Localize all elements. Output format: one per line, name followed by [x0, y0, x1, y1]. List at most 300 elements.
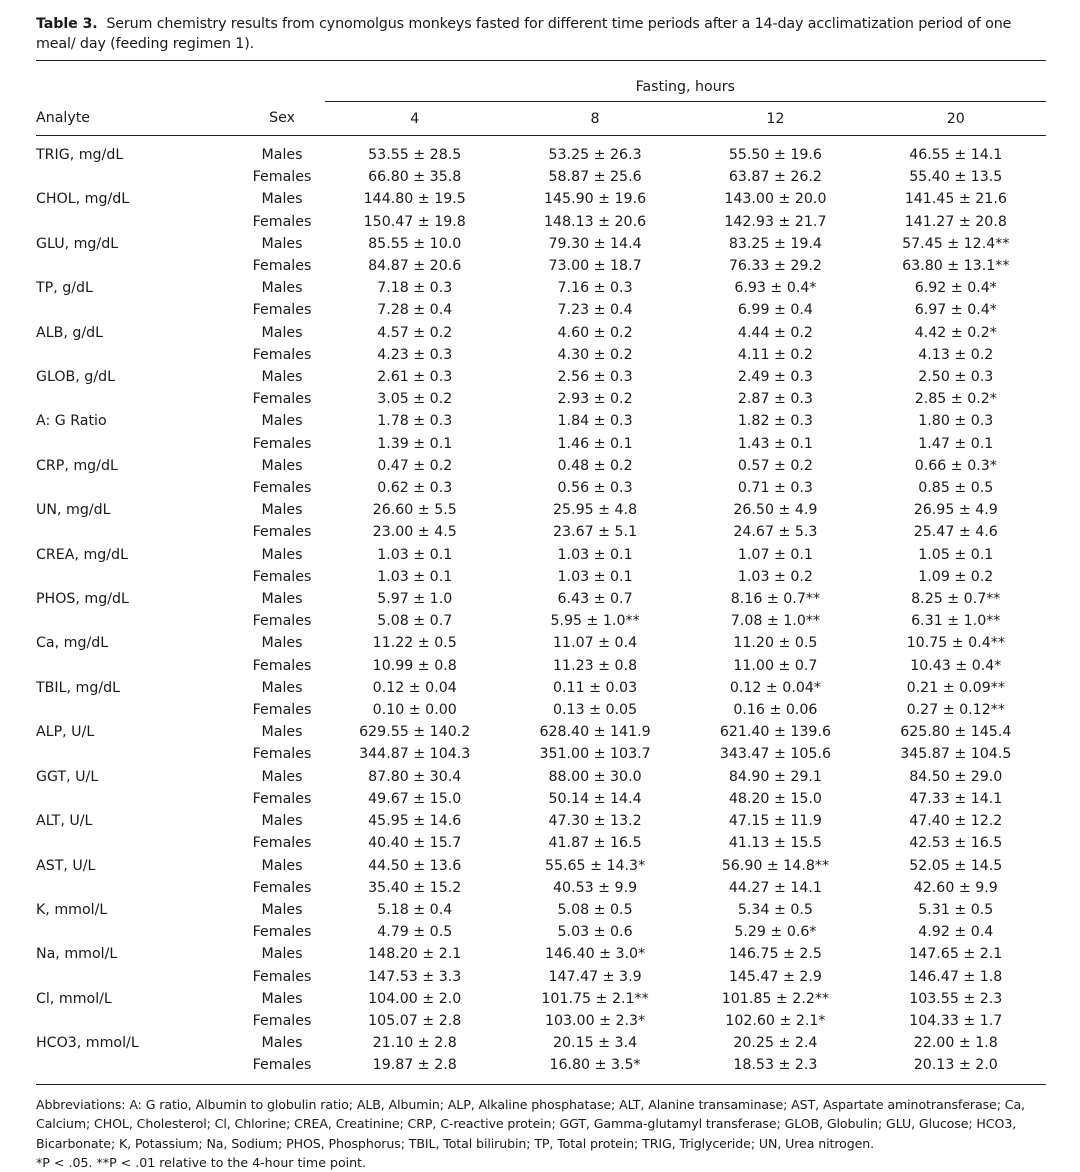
analyte-cell: TP, g/dL — [36, 280, 93, 297]
value-cell: 6.92 ± 0.4* — [914, 280, 997, 297]
value-cell: 621.40 ± 139.6 — [719, 724, 831, 741]
value-cell: 4.60 ± 0.2 — [557, 324, 633, 341]
analyte-cell — [36, 655, 222, 677]
table-row — [36, 233, 1046, 255]
value-cell: 11.23 ± 0.8 — [553, 657, 638, 674]
table-row — [36, 655, 1046, 677]
analyte-cell: Ca, mg/dL — [36, 635, 109, 652]
value-cell: 147.53 ± 3.3 — [368, 968, 462, 985]
value-cell: 35.40 ± 15.2 — [368, 879, 462, 896]
analyte-cell — [36, 699, 222, 721]
value-cell: 5.34 ± 0.5 — [737, 901, 813, 918]
table-row — [36, 810, 1046, 832]
value-cell: 20.25 ± 2.4 — [733, 1035, 818, 1052]
table-row — [36, 455, 1046, 477]
value-cell: 42.53 ± 16.5 — [909, 835, 1003, 852]
sex-cell: Females — [252, 568, 312, 585]
value-cell: 0.13 ± 0.05 — [553, 702, 638, 719]
table-row — [36, 388, 1046, 410]
sex-cell: Males — [261, 1035, 303, 1052]
sex-cell: Females — [252, 346, 312, 363]
value-cell: 7.16 ± 0.3 — [557, 280, 633, 297]
value-cell: 4.11 ± 0.2 — [737, 346, 813, 363]
value-cell: 145.90 ± 19.6 — [543, 191, 647, 208]
table-row — [36, 588, 1046, 610]
value-cell: 4.79 ± 0.5 — [377, 924, 453, 941]
sex-cell: Females — [252, 169, 312, 186]
table-row — [36, 255, 1046, 277]
value-cell: 0.12 ± 0.04* — [729, 679, 821, 696]
table-row — [36, 477, 1046, 499]
table-row — [36, 136, 1046, 167]
value-cell: 101.85 ± 2.2** — [721, 990, 830, 1007]
analyte-cell: CHOL, mg/dL — [36, 191, 130, 208]
table-row — [36, 299, 1046, 321]
value-cell: 5.08 ± 0.7 — [377, 613, 453, 630]
analyte-cell — [36, 388, 222, 410]
sex-cell: Males — [261, 546, 303, 563]
value-cell: 26.60 ± 5.5 — [372, 502, 457, 519]
value-cell: 343.47 ± 105.6 — [719, 746, 831, 763]
table-row — [36, 677, 1046, 699]
analyte-cell: ALB, g/dL — [36, 324, 104, 341]
value-cell: 1.43 ± 0.1 — [737, 435, 813, 452]
value-cell: 55.40 ± 13.5 — [909, 169, 1003, 186]
sex-cell: Females — [252, 613, 312, 630]
table-row — [36, 166, 1046, 188]
sex-cell: Females — [252, 702, 312, 719]
value-cell: 63.80 ± 13.1** — [902, 258, 1010, 275]
value-cell: 66.80 ± 35.8 — [368, 169, 462, 186]
value-cell: 104.33 ± 1.7 — [909, 1012, 1003, 1029]
sex-cell: Females — [252, 524, 312, 541]
value-cell: 147.47 ± 3.9 — [548, 968, 642, 985]
value-cell: 103.55 ± 2.3 — [909, 990, 1003, 1007]
table-row — [36, 988, 1046, 1010]
value-cell: 0.12 ± 0.04 — [372, 679, 457, 696]
value-cell: 2.50 ± 0.3 — [918, 369, 994, 386]
analyte-cell — [36, 921, 222, 943]
value-cell: 21.10 ± 2.8 — [372, 1035, 457, 1052]
value-cell: 0.10 ± 0.00 — [372, 702, 457, 719]
analyte-cell: CREA, mg/dL — [36, 546, 128, 563]
table-row — [36, 921, 1046, 943]
table-row — [36, 366, 1046, 388]
value-cell: 2.93 ± 0.2 — [557, 391, 633, 408]
value-cell: 47.40 ± 12.2 — [909, 813, 1003, 830]
table-row — [36, 1032, 1046, 1054]
table-row — [36, 1054, 1046, 1081]
analyte-cell: ALT, U/L — [36, 813, 93, 830]
value-cell: 53.55 ± 28.5 — [368, 147, 462, 163]
time-header-20: 20 — [866, 102, 1046, 136]
value-cell: 148.13 ± 20.6 — [543, 213, 647, 230]
value-cell: 144.80 ± 19.5 — [363, 191, 466, 208]
sex-cell: Females — [252, 879, 312, 896]
value-cell: 142.93 ± 21.7 — [724, 213, 827, 230]
sex-cell: Males — [261, 679, 303, 696]
value-cell: 628.40 ± 141.9 — [539, 724, 651, 741]
analyte-cell: HCO3, mmol/L — [36, 1035, 139, 1052]
sex-cell: Males — [261, 502, 303, 519]
sex-cell: Males — [261, 235, 303, 252]
analyte-cell: GGT, U/L — [36, 768, 99, 785]
table-row — [36, 632, 1046, 654]
sex-cell: Females — [252, 480, 312, 497]
time-header-4: 4 — [325, 102, 505, 136]
analyte-cell: GLOB, g/dL — [36, 369, 116, 386]
table-row — [36, 344, 1046, 366]
table-row — [36, 211, 1046, 233]
sex-cell: Females — [252, 213, 312, 230]
value-cell: 145.47 ± 2.9 — [728, 968, 822, 985]
sex-header: Sex — [222, 102, 325, 136]
value-cell: 4.92 ± 0.4 — [918, 924, 994, 941]
analyte-cell: GLU, mg/dL — [36, 235, 119, 252]
sex-cell: Females — [252, 1012, 312, 1029]
value-cell: 83.25 ± 19.4 — [728, 235, 822, 252]
value-cell: 11.00 ± 0.7 — [733, 657, 818, 674]
value-cell: 76.33 ± 29.2 — [728, 258, 822, 275]
value-cell: 16.80 ± 3.5* — [549, 1057, 641, 1074]
table-row — [36, 433, 1046, 455]
value-cell: 23.67 ± 5.1 — [553, 524, 638, 541]
sex-cell: Males — [261, 901, 303, 918]
sex-cell: Females — [252, 391, 312, 408]
value-cell: 0.47 ± 0.2 — [377, 457, 453, 474]
table-row — [36, 788, 1046, 810]
value-cell: 20.13 ± 2.0 — [913, 1057, 998, 1074]
value-cell: 1.05 ± 0.1 — [918, 546, 994, 563]
sex-cell: Males — [261, 324, 303, 341]
table-row — [36, 610, 1046, 632]
value-cell: 58.87 ± 25.6 — [548, 169, 642, 186]
table-row — [36, 855, 1046, 877]
value-cell: 56.90 ± 14.8** — [721, 857, 830, 874]
table-row — [36, 499, 1046, 521]
value-cell: 1.03 ± 0.1 — [377, 568, 453, 585]
value-cell: 101.75 ± 2.1** — [541, 990, 649, 1007]
value-cell: 42.60 ± 9.9 — [913, 879, 998, 896]
value-cell: 345.87 ± 104.5 — [900, 746, 1012, 763]
value-cell: 25.47 ± 4.6 — [913, 524, 998, 541]
table-row — [36, 832, 1046, 854]
value-cell: 8.16 ± 0.7** — [730, 591, 821, 608]
value-cell: 629.55 ± 140.2 — [359, 724, 471, 741]
value-cell: 18.53 ± 2.3 — [733, 1057, 818, 1074]
value-cell: 141.27 ± 20.8 — [904, 213, 1007, 230]
abbreviations-note: Abbreviations: A: G ratio, Albumin to globulin ratio; ALB, Albumin; ALP, Alkaline phosphatase; ALT, Alanine transaminase; AST, Aspartate aminotransferase; Ca, Calcium; CHOL, Cholesterol; Cl, Chlorine; CREA, Creatinine; CRP, C-reactive protein; GGT, Gamma-glutamyl transferase; GLOB, Globulin; GLU, Glucose; HCO3, Bicarbonate; K, Potassium; Na, Sodium; PHOS, Phosphorus; TBIL, Total bilirubin; TP, Total protein; TRIG, Triglyceride; UN, Urea nitrogen. — [36, 1096, 1025, 1151]
value-cell: 41.13 ± 15.5 — [728, 835, 822, 852]
value-cell: 11.22 ± 0.5 — [372, 635, 457, 652]
analyte-cell: ALP, U/L — [36, 724, 95, 741]
table-row — [36, 766, 1046, 788]
value-cell: 143.00 ± 20.0 — [724, 191, 827, 208]
value-cell: 63.87 ± 26.2 — [728, 169, 822, 186]
value-cell: 147.65 ± 2.1 — [909, 946, 1003, 963]
value-cell: 0.56 ± 0.3 — [557, 480, 633, 497]
analyte-cell: UN, mg/dL — [36, 502, 111, 519]
value-cell: 0.11 ± 0.03 — [553, 679, 638, 696]
value-cell: 8.25 ± 0.7** — [911, 591, 1001, 608]
analyte-cell — [36, 211, 222, 233]
value-cell: 1.03 ± 0.1 — [557, 568, 633, 585]
value-cell: 5.18 ± 0.4 — [377, 901, 453, 918]
value-cell: 53.25 ± 26.3 — [548, 147, 642, 163]
value-cell: 4.23 ± 0.3 — [377, 346, 453, 363]
table-row — [36, 277, 1046, 299]
analyte-cell — [36, 966, 222, 988]
value-cell: 85.55 ± 10.0 — [368, 235, 462, 252]
table-row — [36, 743, 1046, 765]
sex-cell: Males — [261, 857, 303, 874]
value-cell: 20.15 ± 3.4 — [553, 1035, 638, 1052]
value-cell: 26.95 ± 4.9 — [913, 502, 998, 519]
table-body — [36, 136, 1046, 1082]
value-cell: 6.99 ± 0.4 — [737, 302, 813, 319]
value-cell: 10.43 ± 0.4* — [910, 657, 1002, 674]
analyte-cell — [36, 344, 222, 366]
sex-cell: Males — [261, 457, 303, 474]
value-cell: 5.31 ± 0.5 — [918, 901, 994, 918]
value-cell: 23.00 ± 4.5 — [372, 524, 457, 541]
table-row — [36, 966, 1046, 988]
time-header-8: 8 — [505, 102, 685, 136]
value-cell: 4.57 ± 0.2 — [377, 324, 453, 341]
table-row — [36, 943, 1046, 965]
time-header-12: 12 — [685, 102, 865, 136]
sex-cell: Females — [252, 657, 312, 674]
value-cell: 25.95 ± 4.8 — [553, 502, 638, 519]
value-cell: 84.87 ± 20.6 — [368, 258, 462, 275]
value-cell: 4.44 ± 0.2 — [737, 324, 813, 341]
value-cell: 41.87 ± 16.5 — [548, 835, 642, 852]
value-cell: 3.05 ± 0.2 — [377, 391, 453, 408]
analyte-cell — [36, 433, 222, 455]
sex-cell: Females — [252, 968, 312, 985]
value-cell: 0.71 ± 0.3 — [737, 480, 813, 497]
value-cell: 2.61 ± 0.3 — [377, 369, 453, 386]
value-cell: 5.95 ± 1.0** — [550, 613, 640, 630]
value-cell: 79.30 ± 14.4 — [548, 235, 642, 252]
analyte-cell — [36, 521, 222, 543]
sex-cell: Males — [261, 369, 303, 386]
sex-cell: Males — [261, 990, 303, 1007]
value-cell: 5.29 ± 0.6* — [734, 924, 817, 941]
analyte-cell: Cl, mmol/L — [36, 990, 112, 1007]
table-row — [36, 544, 1046, 566]
value-cell: 146.75 ± 2.5 — [728, 946, 822, 963]
table-caption-text: Serum chemistry results from cynomolgus monkeys fasted for different time periods after a 14-day acclimatization period of one meal/ day (feeding regimen 1). — [36, 16, 1012, 52]
sex-cell: Males — [261, 768, 303, 785]
serum-chemistry-table — [36, 61, 1046, 1082]
value-cell: 10.99 ± 0.8 — [372, 657, 457, 674]
analyte-cell: TBIL, mg/dL — [36, 679, 121, 696]
analyte-cell: AST, U/L — [36, 857, 96, 874]
value-cell: 1.84 ± 0.3 — [557, 413, 633, 430]
value-cell: 4.30 ± 0.2 — [557, 346, 633, 363]
value-cell: 1.78 ± 0.3 — [377, 413, 453, 430]
value-cell: 6.31 ± 1.0** — [911, 613, 1001, 630]
value-cell: 146.47 ± 1.8 — [909, 968, 1003, 985]
analyte-cell — [36, 166, 222, 188]
value-cell: 44.50 ± 13.6 — [368, 857, 462, 874]
value-cell: 0.62 ± 0.3 — [377, 480, 453, 497]
value-cell: 2.85 ± 0.2* — [914, 391, 997, 408]
value-cell: 0.48 ± 0.2 — [557, 457, 633, 474]
analyte-cell: PHOS, mg/dL — [36, 591, 129, 608]
sex-cell: Females — [252, 746, 312, 763]
value-cell: 0.21 ± 0.09** — [906, 679, 1005, 696]
value-cell: 1.80 ± 0.3 — [918, 413, 994, 430]
value-cell: 11.07 ± 0.4 — [553, 635, 638, 652]
analyte-cell — [36, 566, 222, 588]
value-cell: 1.09 ± 0.2 — [918, 568, 994, 585]
table-row — [36, 721, 1046, 743]
value-cell: 625.80 ± 145.4 — [900, 724, 1012, 741]
value-cell: 47.15 ± 11.9 — [728, 813, 822, 830]
sex-cell: Females — [252, 835, 312, 852]
value-cell: 26.50 ± 4.9 — [733, 502, 818, 519]
value-cell: 2.56 ± 0.3 — [557, 369, 633, 386]
sex-cell: Males — [261, 813, 303, 830]
value-cell: 84.50 ± 29.0 — [909, 768, 1003, 785]
value-cell: 1.03 ± 0.1 — [377, 546, 453, 563]
value-cell: 1.47 ± 0.1 — [918, 435, 994, 452]
sex-cell: Females — [252, 302, 312, 319]
analyte-cell: Na, mmol/L — [36, 946, 118, 963]
table-row — [36, 899, 1046, 921]
value-cell: 7.08 ± 1.0** — [730, 613, 821, 630]
value-cell: 24.67 ± 5.3 — [733, 524, 818, 541]
table-row — [36, 1010, 1046, 1032]
value-cell: 46.55 ± 14.1 — [909, 147, 1003, 163]
value-cell: 6.97 ± 0.4* — [914, 302, 997, 319]
sex-cell: Females — [252, 924, 312, 941]
value-cell: 87.80 ± 30.4 — [368, 768, 462, 785]
value-cell: 146.40 ± 3.0* — [544, 946, 646, 963]
sex-cell: Males — [261, 591, 303, 608]
value-cell: 48.20 ± 15.0 — [728, 790, 822, 807]
analyte-header: Analyte — [36, 102, 222, 136]
value-cell: 7.28 ± 0.4 — [377, 302, 453, 319]
value-cell: 2.49 ± 0.3 — [737, 369, 813, 386]
value-cell: 47.33 ± 14.1 — [909, 790, 1003, 807]
header-row — [36, 102, 1046, 136]
table-row — [36, 877, 1046, 899]
value-cell: 84.90 ± 29.1 — [728, 768, 822, 785]
table-row — [36, 410, 1046, 432]
value-cell: 1.03 ± 0.1 — [557, 546, 633, 563]
significance-note: *P < .05. **P < .01 relative to the 4-hour time point. — [36, 1155, 367, 1171]
analyte-cell — [36, 255, 222, 277]
value-cell: 105.07 ± 2.8 — [368, 1012, 462, 1029]
analyte-cell — [36, 877, 222, 899]
header-group-row — [36, 61, 1046, 102]
value-cell: 45.95 ± 14.6 — [368, 813, 462, 830]
value-cell: 4.42 ± 0.2* — [914, 324, 997, 341]
value-cell: 344.87 ± 104.3 — [359, 746, 471, 763]
value-cell: 11.20 ± 0.5 — [733, 635, 818, 652]
analyte-cell — [36, 299, 222, 321]
value-cell: 7.23 ± 0.4 — [557, 302, 633, 319]
sex-cell: Males — [261, 280, 303, 297]
value-cell: 50.14 ± 14.4 — [548, 790, 642, 807]
value-cell: 52.05 ± 14.5 — [909, 857, 1003, 874]
sex-cell: Males — [261, 946, 303, 963]
value-cell: 44.27 ± 14.1 — [728, 879, 822, 896]
analyte-cell — [36, 1010, 222, 1032]
value-cell: 0.57 ± 0.2 — [737, 457, 813, 474]
value-cell: 49.67 ± 15.0 — [368, 790, 462, 807]
sex-cell: Females — [252, 258, 312, 275]
value-cell: 22.00 ± 1.8 — [913, 1035, 998, 1052]
value-cell: 5.97 ± 1.0 — [377, 591, 453, 608]
table-caption — [36, 14, 1046, 54]
fasting-hours-header: Fasting, hours — [325, 61, 1046, 102]
value-cell: 103.00 ± 2.3* — [544, 1012, 646, 1029]
value-cell: 19.87 ± 2.8 — [372, 1057, 457, 1074]
value-cell: 5.03 ± 0.6 — [557, 924, 633, 941]
analyte-cell: A: G Ratio — [36, 413, 107, 430]
value-cell: 0.27 ± 0.12** — [906, 702, 1005, 719]
sex-cell: Females — [252, 1057, 312, 1074]
value-cell: 73.00 ± 18.7 — [548, 258, 642, 275]
table-row — [36, 566, 1046, 588]
analyte-cell — [36, 1054, 222, 1081]
analyte-cell — [36, 610, 222, 632]
sex-cell: Females — [252, 435, 312, 452]
value-cell: 55.50 ± 19.6 — [728, 147, 822, 163]
sex-cell: Males — [261, 724, 303, 741]
value-cell: 55.65 ± 14.3* — [544, 857, 646, 874]
sex-cell: Females — [252, 790, 312, 807]
value-cell: 88.00 ± 30.0 — [548, 768, 642, 785]
analyte-cell: CRP, mg/dL — [36, 457, 118, 474]
value-cell: 0.85 ± 0.5 — [918, 480, 994, 497]
value-cell: 57.45 ± 12.4** — [902, 235, 1010, 252]
value-cell: 0.66 ± 0.3* — [914, 457, 997, 474]
value-cell: 47.30 ± 13.2 — [548, 813, 642, 830]
value-cell: 7.18 ± 0.3 — [377, 280, 453, 297]
value-cell: 1.03 ± 0.2 — [737, 568, 813, 585]
value-cell: 1.82 ± 0.3 — [737, 413, 813, 430]
value-cell: 10.75 ± 0.4** — [906, 635, 1005, 652]
value-cell: 148.20 ± 2.1 — [368, 946, 462, 963]
analyte-cell — [36, 788, 222, 810]
value-cell: 150.47 ± 19.8 — [363, 213, 466, 230]
sex-cell: Males — [261, 191, 303, 208]
value-cell: 6.43 ± 0.7 — [557, 591, 633, 608]
table-row — [36, 699, 1046, 721]
value-cell: 2.87 ± 0.3 — [737, 391, 813, 408]
value-cell: 5.08 ± 0.5 — [557, 901, 633, 918]
sex-cell: Males — [261, 413, 303, 430]
sex-cell: Males — [261, 147, 303, 163]
table-row — [36, 521, 1046, 543]
value-cell: 1.07 ± 0.1 — [737, 546, 813, 563]
table-label: Table 3. — [36, 16, 98, 32]
value-cell: 40.53 ± 9.9 — [553, 879, 638, 896]
table-row — [36, 188, 1046, 210]
table-row — [36, 322, 1046, 344]
analyte-cell: TRIG, mg/dL — [36, 147, 124, 163]
value-cell: 1.39 ± 0.1 — [377, 435, 453, 452]
value-cell: 4.13 ± 0.2 — [918, 346, 994, 363]
analyte-cell: K, mmol/L — [36, 901, 108, 918]
value-cell: 1.46 ± 0.1 — [557, 435, 633, 452]
value-cell: 6.93 ± 0.4* — [734, 280, 817, 297]
